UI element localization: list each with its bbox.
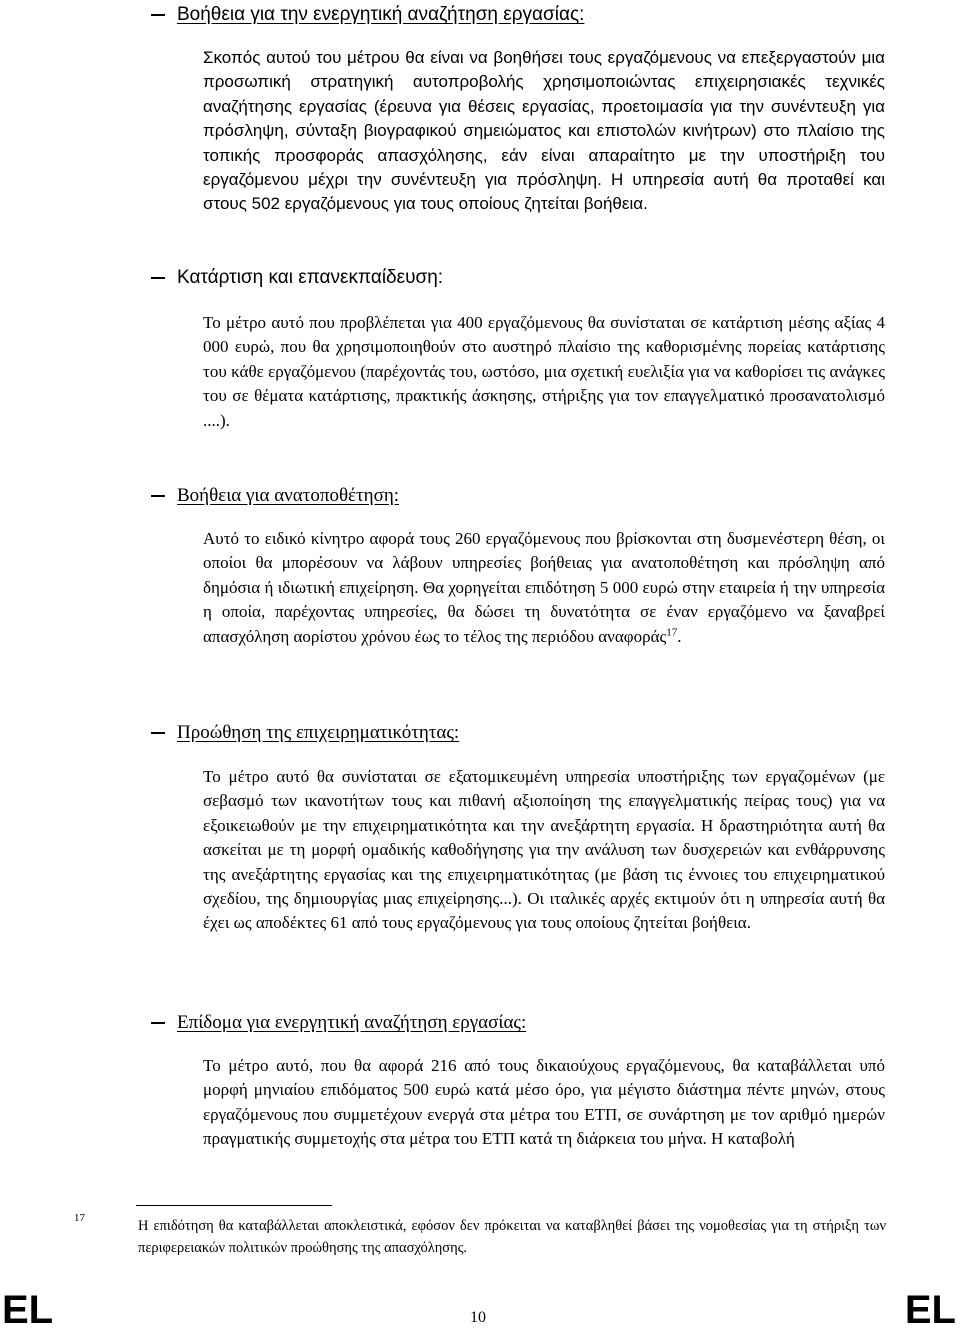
page-number: 10: [470, 1309, 486, 1326]
section-body-end: .: [677, 626, 682, 646]
dash-bullet-icon: [151, 732, 165, 734]
section-heading: Βοήθεια για ανατοποθέτηση:: [177, 485, 400, 506]
dash-bullet-icon: [151, 495, 165, 497]
section-body: [203, 527, 885, 649]
section-body: Το μέτρο αυτό, που θα αφορά 216 από τους δικαιούχους εργαζόμενους, θα καταβάλλεται υπό μορφή μηνιαίου επιδόματος 500 ευρώ κατά μέσο όρο, για μέγιστο διάστημα πέντε μηνών, στους εργαζόμενους που συμμετέχουν ενεργά στα μέτρα του ΕΤΠ, σε συνάρτηση με τον αριθμό ημερών πραγματικής συμμετοχής στα μέτρα του ΕΤΠ κατά τη διάρκεια του μήνα. Η καταβολή: [203, 1056, 885, 1149]
section-heading: Κατάρτιση και επανεκπαίδευση:: [177, 267, 444, 288]
footnote-reference[interactable]: 17: [666, 625, 678, 638]
section-body: Το μέτρο αυτό θα συνίσταται σε εξατομικευμένη υπηρεσία υποστήριξης των εργαζομένων (με σεβασμό των ικανοτήτων τους και πιθανή αξιοποίηση της επαγγελματικής πείρας τους) για να εξοικειωθούν με την επιχειρηματικότητα και την ανεξάρτητη εργασία. Η δραστηριότητα αυτή θα ασκείται με τη μορφή ομαδικής καθοδήγησης για την ανάλυση των δυσχερειών και ενθάρρυνσης της ανεξάρτητης εργασίας και της επιχειρηματικότητας (με βάση τις έννοιες του επιχειρηματικού σχεδίου, της δημιουργίας μιας επιχείρησης...). Οι ιταλικές αρχές εκτιμούν ότι η υπηρεσία αυτή θα έχει ως αποδέκτες 61 από τους εργαζόμενους για τους οποίους ζητείται βοήθεια.: [203, 767, 885, 933]
dash-bullet-icon: [151, 1022, 165, 1024]
footnote-number: 17: [74, 1212, 85, 1224]
footnote-separator: [136, 1205, 332, 1206]
section-body: Σκοπός αυτού του μέτρου θα είναι να βοηθήσει τους εργαζόμενους να επεξεργαστούν μια προσωπική στρατηγική αυτοπροβολής χρησιμοποιώντας επιχειρησιακές τεχνικές αναζήτησης εργασίας (έρευνα για θέσεις εργασίας, προετοιμασία για την συνέντευξη για πρόσληψη, σύνταξη βιογραφικού σημειώματος και επιστολών κινήτρων) στο πλαίσιο της τοπικής προσφοράς απασχόλησης, εάν είναι απαραίτητο με την υποστήριξη του εργαζόμενου μέχρι την συνέντευξη για πρόσληψη. Η υπηρεσία αυτή θα προταθεί και στους 502 εργαζόμενους για τους οποίους ζητείται βοήθεια.: [203, 48, 885, 214]
footer-language-right: EL: [904, 1288, 956, 1332]
dash-bullet-icon: [151, 14, 165, 16]
section-body: Το μέτρο αυτό που προβλέπεται για 400 εργαζόμενους θα συνίσταται σε κατάρτιση μέσης αξίας 4 000 ευρώ, που θα χρησιμοποιηθούν στο αυστηρό πλαίσιο της καθορισμένης πορείας κατάρτισης του κάθε εργαζόμενου (παρέχοντάς του, ωστόσο, μια σχετική ευελιξία για να καθορίσει τις ανάγκες του σε θέματα κατάρτισης, πρακτικής άσκησης, στήριξης για τον επαγγελματικό προσανατολισμό ....).: [203, 313, 885, 430]
footnote-text: Η επιδότηση θα καταβάλλεται αποκλειστικά, εφόσον δεν πρόκειται να καταβληθεί βάσει της νομοθεσίας για τη στήριξη των περιφερειακών πολιτικών προώθησης της απασχόλησης.: [138, 1218, 886, 1256]
section-body-text: Αυτό το ειδικό κίνητρο αφορά τους 260 εργαζόμενους που βρίσκονται στη δυσμενέστερη θέση, οι οποίοι θα μπορέσουν να λάβουν υπηρεσίες βοήθειας για ανατοποθέτηση και πρόσληψη από δημόσια ή ιδιωτική επιχείρηση. Θα χορηγείται επιδότηση 5 000 ευρώ στην εταιρεία ή την υπηρεσία η οποία, παρέχοντας υπηρεσίες, θα δώσει τη δυνατότητα σε έναν εργαζόμενο να ξαναβρεί απασχόληση αορίστου χρόνου έως το τέλος της περιόδου αναφοράς: [203, 529, 885, 646]
dash-bullet-icon: [151, 277, 165, 279]
section-heading: Επίδομα για ενεργητική αναζήτηση εργασίας:: [177, 1012, 527, 1033]
footer-language-left: EL: [2, 1288, 54, 1332]
section-heading: Προώθηση της επιχειρηματικότητας:: [177, 722, 460, 743]
section-heading: Βοήθεια για την ενεργητική αναζήτηση εργασίας:: [177, 4, 585, 25]
